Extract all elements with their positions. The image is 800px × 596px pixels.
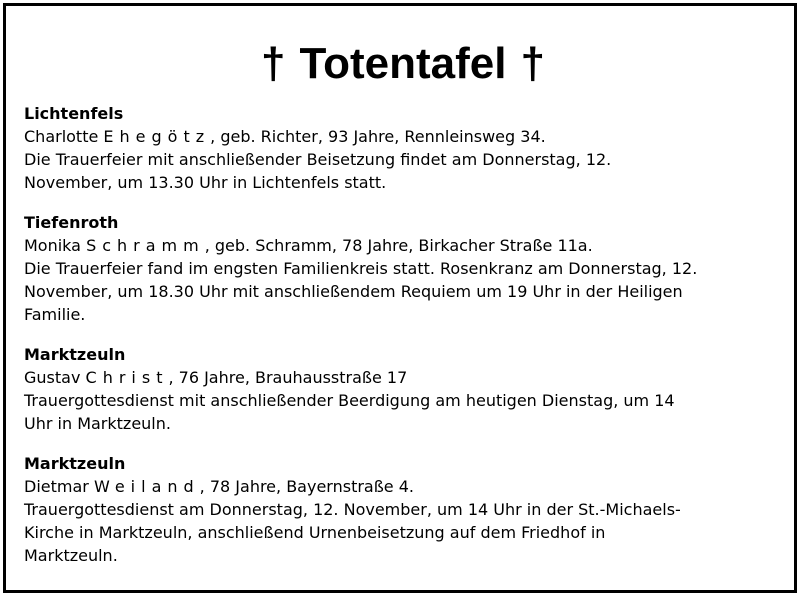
entry-surname: Schramm <box>86 236 205 255</box>
obituary-entry <box>24 102 784 194</box>
entry-surname: Ehegötz <box>103 127 211 146</box>
entry-service-line: Marktzeuln. <box>24 546 118 565</box>
entry-place: Tiefenroth <box>24 213 119 232</box>
entry-surname: Christ <box>85 368 169 387</box>
entry-details: , 76 Jahre, Brauhausstraße 17 <box>168 368 408 387</box>
entry-service-line: Uhr in Marktzeuln. <box>24 414 171 433</box>
entry-place: Marktzeuln <box>24 345 126 364</box>
entry-person-line <box>24 234 784 257</box>
entry-first-name: Dietmar <box>24 477 89 496</box>
obituary-entry <box>24 452 784 567</box>
cross-icon: † <box>520 39 545 88</box>
entry-place: Lichtenfels <box>24 104 124 123</box>
obituary-list <box>24 102 784 584</box>
title-text: Totentafel <box>299 39 507 88</box>
entry-details: , 78 Jahre, Bayernstraße 4. <box>199 477 414 496</box>
entry-person-line <box>24 475 784 498</box>
entry-first-name: Charlotte <box>24 127 99 146</box>
obituary-entry <box>24 343 784 435</box>
entry-details: , geb. Schramm, 78 Jahre, Birkacher Straße 11a. <box>204 236 593 255</box>
entry-first-name: Monika <box>24 236 81 255</box>
cross-icon: † <box>261 39 286 88</box>
entry-service-line: November, um 13.30 Uhr in Lichtenfels statt. <box>24 173 387 192</box>
entry-service-line: Trauergottesdienst am Donnerstag, 12. November, um 14 Uhr in der St.-Michaels- <box>24 500 681 519</box>
entry-person-line <box>24 366 784 389</box>
entry-service-line: Kirche in Marktzeuln, anschließend Urnenbeisetzung auf dem Friedhof in <box>24 523 606 542</box>
entry-place: Marktzeuln <box>24 454 126 473</box>
entry-service-line: Die Trauerfeier fand im engsten Familienkreis statt. Rosenkranz am Donnerstag, 12. <box>24 259 698 278</box>
obituary-board-frame <box>3 3 797 593</box>
entry-surname: Weiland <box>93 477 200 496</box>
entry-details: , geb. Richter, 93 Jahre, Rennleinsweg 34. <box>210 127 546 146</box>
entry-service-line: November, um 18.30 Uhr mit anschließendem Requiem um 19 Uhr in der Heiligen <box>24 282 683 301</box>
entry-first-name: Gustav <box>24 368 81 387</box>
entry-service-line: Familie. <box>24 305 86 324</box>
entry-service-line: Trauergottesdienst mit anschließender Beerdigung am heutigen Dienstag, um 14 <box>24 391 675 410</box>
obituary-entry <box>24 211 784 326</box>
page-title <box>6 38 800 90</box>
entry-service-line: Die Trauerfeier mit anschließender Beisetzung findet am Donnerstag, 12. <box>24 150 612 169</box>
entry-person-line <box>24 125 784 148</box>
